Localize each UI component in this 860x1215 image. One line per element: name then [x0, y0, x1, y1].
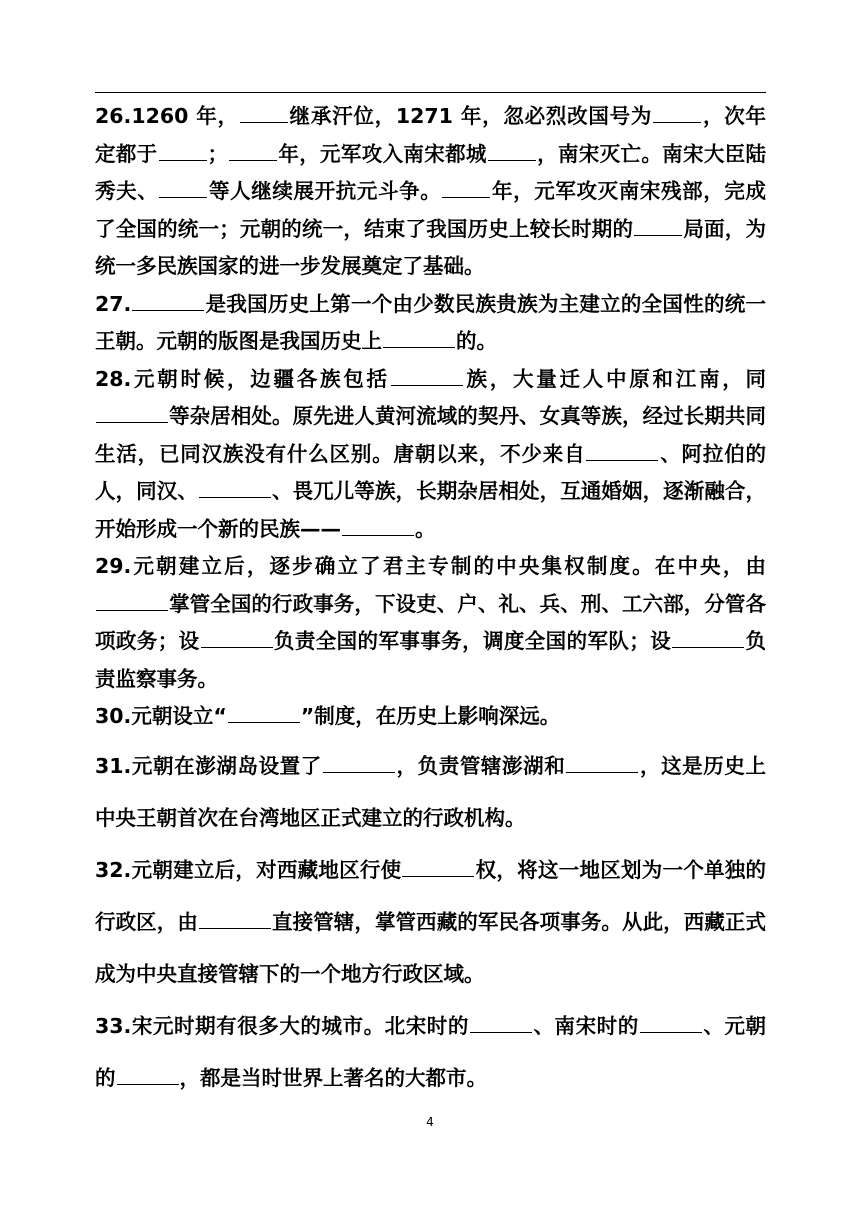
- answer-blank[interactable]: [229, 141, 277, 161]
- question-text: ，这是历史上中央王朝首次在台湾地区正式建立的行政机构。: [95, 753, 767, 830]
- answer-blank[interactable]: [470, 1013, 532, 1033]
- answer-blank[interactable]: [634, 216, 682, 236]
- question-text: 等杂居相处。原先进人黄河流域的契丹、女真等族，经过长期共同生活，已同汉族没有什么区别。唐朝以来，不少来自: [95, 404, 766, 466]
- question-text: 、畏兀儿等族，长期杂居相处，互通婚姻，逐渐融合，开始形成一个新的民族——: [95, 479, 767, 541]
- question-text: 是我国历史上第一个由少数民族贵族为主建立的全国性的统一王朝。元朝的版图是我国历史上: [95, 291, 766, 353]
- answer-blank[interactable]: [586, 441, 658, 461]
- question-28: [95, 361, 766, 549]
- answer-blank[interactable]: [117, 1065, 179, 1085]
- answer-blank[interactable]: [199, 478, 271, 498]
- question-text: 直接管辖，掌管西藏的军民各项事务。从此，西藏正式成为中央直接管辖下的一个地方行政区域。: [95, 909, 767, 986]
- question-text: 26.1260 年，: [95, 104, 239, 128]
- question-text: 负责监察事务。: [95, 629, 767, 691]
- answer-blank[interactable]: [201, 628, 273, 648]
- answer-blank[interactable]: [96, 403, 168, 423]
- answer-blank[interactable]: [228, 703, 300, 723]
- question-26: [95, 98, 766, 286]
- question-text: 负责全国的军事事务，调度全国的军队；设: [273, 629, 672, 653]
- question-text: 29.元朝建立后，逐步确立了君主专制的中央集权制度。在中央，由: [95, 554, 766, 578]
- question-text: 年，元军攻灭南宋残部，完成了全国的统一；元朝的统一，结束了我国历史上较长时期的: [95, 179, 766, 241]
- question-text: 31.元朝在澎湖岛设置了: [95, 753, 322, 778]
- answer-blank[interactable]: [442, 178, 490, 198]
- answer-blank[interactable]: [132, 291, 204, 311]
- question-text: 继承汗位，1271 年，忽必烈改国号为: [288, 104, 653, 128]
- question-text: 33.宋元时期有很多大的城市。北宋时的: [95, 1013, 469, 1038]
- question-text: 、阿拉伯的人，同汉、: [95, 441, 767, 503]
- question-text: 30.元朝设立“: [95, 704, 227, 728]
- question-33: [95, 1000, 766, 1104]
- question-text: ，南宋灭亡。南宋大臣陆秀夫、: [95, 141, 767, 203]
- question-text: 28.元朝时候，边疆各族包括: [95, 366, 390, 391]
- answer-blank[interactable]: [159, 178, 207, 198]
- question-text: ，次年定都于: [95, 104, 766, 166]
- question-text: ；: [207, 141, 229, 166]
- answer-blank[interactable]: [653, 103, 701, 123]
- answer-blank[interactable]: [383, 328, 455, 348]
- question-text: 族，大量迁人中原和江南，同: [463, 366, 766, 391]
- answer-blank[interactable]: [199, 909, 271, 929]
- question-text: 32.元朝建立后，对西藏地区行使: [95, 857, 402, 882]
- answer-blank[interactable]: [240, 103, 288, 123]
- page-number: 4: [426, 1115, 434, 1129]
- question-text: 等人继续展开抗元斗争。: [208, 179, 442, 203]
- question-text: ，都是当时世界上著名的大都市。: [179, 1065, 487, 1090]
- question-32: [95, 844, 766, 1000]
- question-text: ，负责管辖澎湖和: [395, 753, 566, 778]
- header-rule: [95, 92, 766, 93]
- question-text: 27.: [95, 291, 132, 316]
- question-text: 局面，为统一多民族国家的进一步发展奠定了基础。: [95, 216, 767, 278]
- answer-blank[interactable]: [402, 857, 474, 877]
- question-30: [95, 698, 766, 736]
- question-text: 掌管全国的行政事务，下设吏、户、礼、兵、刑、工六部，分管各项政务；设: [95, 591, 766, 653]
- question-text: 。: [415, 516, 436, 541]
- question-text: 年，元军攻入南宋都城: [278, 141, 487, 166]
- question-text: 、南宋时的: [532, 1013, 639, 1038]
- question-list: [95, 98, 766, 1104]
- answer-blank[interactable]: [488, 141, 536, 161]
- answer-blank[interactable]: [323, 753, 395, 773]
- question-text: 、元朝的: [95, 1013, 767, 1090]
- answer-blank[interactable]: [96, 591, 168, 611]
- answer-blank[interactable]: [391, 366, 463, 386]
- question-27: [95, 286, 766, 361]
- question-text: 的。: [456, 329, 497, 353]
- question-29: [95, 548, 766, 698]
- answer-blank[interactable]: [672, 628, 744, 648]
- answer-blank[interactable]: [159, 141, 207, 161]
- question-31: [95, 740, 766, 844]
- question-text: 权，将这一地区划为一个单独的行政区，由: [95, 857, 766, 934]
- answer-blank[interactable]: [566, 753, 638, 773]
- answer-blank[interactable]: [640, 1013, 702, 1033]
- question-text: ”制度，在历史上影响深远。: [300, 704, 561, 728]
- answer-blank[interactable]: [342, 516, 414, 536]
